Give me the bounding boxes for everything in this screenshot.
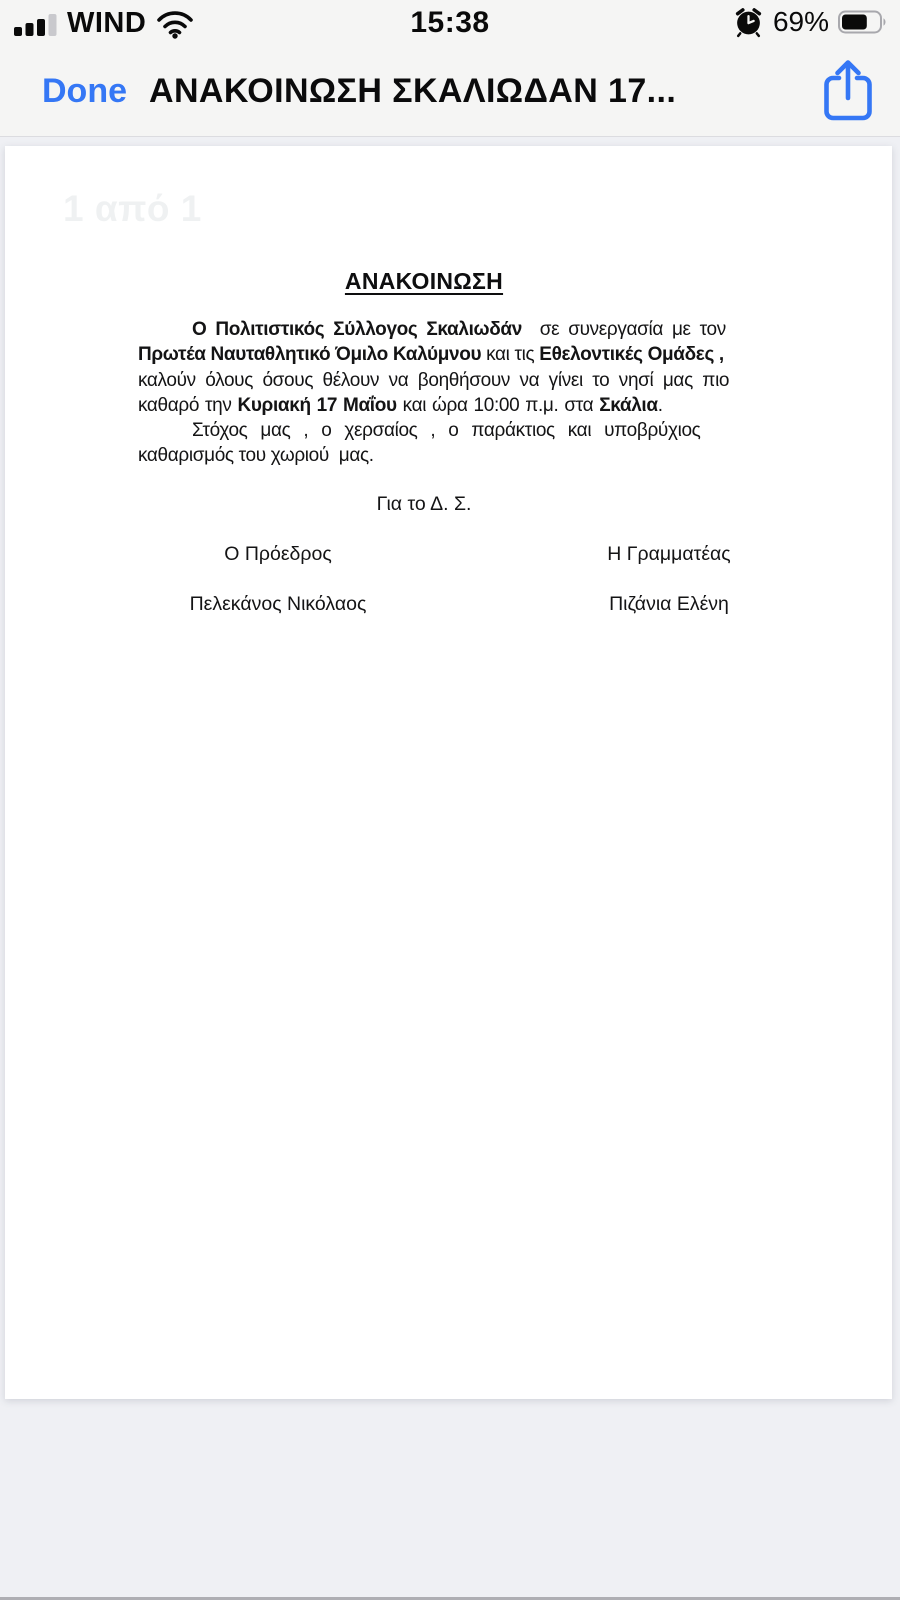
- nav-bar: [0, 46, 900, 136]
- doc-line: Ο Πολιτιστικός Σύλλογος Σκαλιωδάν σε συνεργασία με τον: [192, 319, 726, 340]
- battery-percent-label: 69%: [772, 6, 829, 37]
- doc-line: καθαρό την Κυριακή 17 Μαΐου και ώρα 10:00 π.μ. στα Σκάλια.: [138, 394, 663, 416]
- secretary-role-label: Η Γραμματέας: [607, 542, 731, 565]
- alarm-clock-icon: [733, 7, 764, 38]
- battery-icon: [838, 10, 888, 34]
- document-page[interactable]: [5, 146, 892, 1399]
- document-content: [138, 146, 744, 616]
- top-chrome: [0, 0, 900, 137]
- secretary-name-label: Πιζάνια Ελένη: [609, 592, 729, 615]
- announcement-heading: ΑΝΑΚΟΙΝΩΣΗ: [344, 268, 504, 294]
- president-role-label: Ο Πρόεδρος: [224, 542, 332, 565]
- document-viewer[interactable]: [0, 137, 900, 1600]
- status-bar: [0, 0, 900, 46]
- document-title-label: ΑΝΑΚΟΙΝΩΣΗ ΣΚΑΛΙΩΔΑΝ 17...: [149, 71, 677, 110]
- doc-line: Πρωτέα Ναυταθλητικό Όμιλο Καλύμνου και τις Εθελοντικές Ομάδες ,: [138, 344, 724, 366]
- status-time: 15:38: [410, 6, 490, 39]
- carrier-label: WIND: [67, 7, 147, 39]
- president-name-label: Πελεκάνος Νικόλαος: [189, 592, 367, 615]
- done-button[interactable]: Done: [42, 71, 127, 110]
- doc-line: καλούν όλους όσους θέλουν να βοηθήσουν να γίνει το νησί μας πιο: [138, 369, 730, 391]
- doc-line: Στόχος μας , ο χερσαίος , ο παράκτιος και υποβρύχιος: [192, 420, 701, 442]
- page-indicator: 1 από 1: [63, 188, 202, 229]
- closing-line: Για το Δ. Σ.: [376, 492, 472, 515]
- status-right: [733, 6, 888, 38]
- doc-line: καθαρισμός του χωριού μας.: [138, 445, 374, 467]
- share-button[interactable]: [822, 58, 874, 124]
- doc-paragraph: [138, 317, 744, 469]
- signature-names-row: [138, 593, 744, 616]
- signature-roles-row: [138, 543, 744, 566]
